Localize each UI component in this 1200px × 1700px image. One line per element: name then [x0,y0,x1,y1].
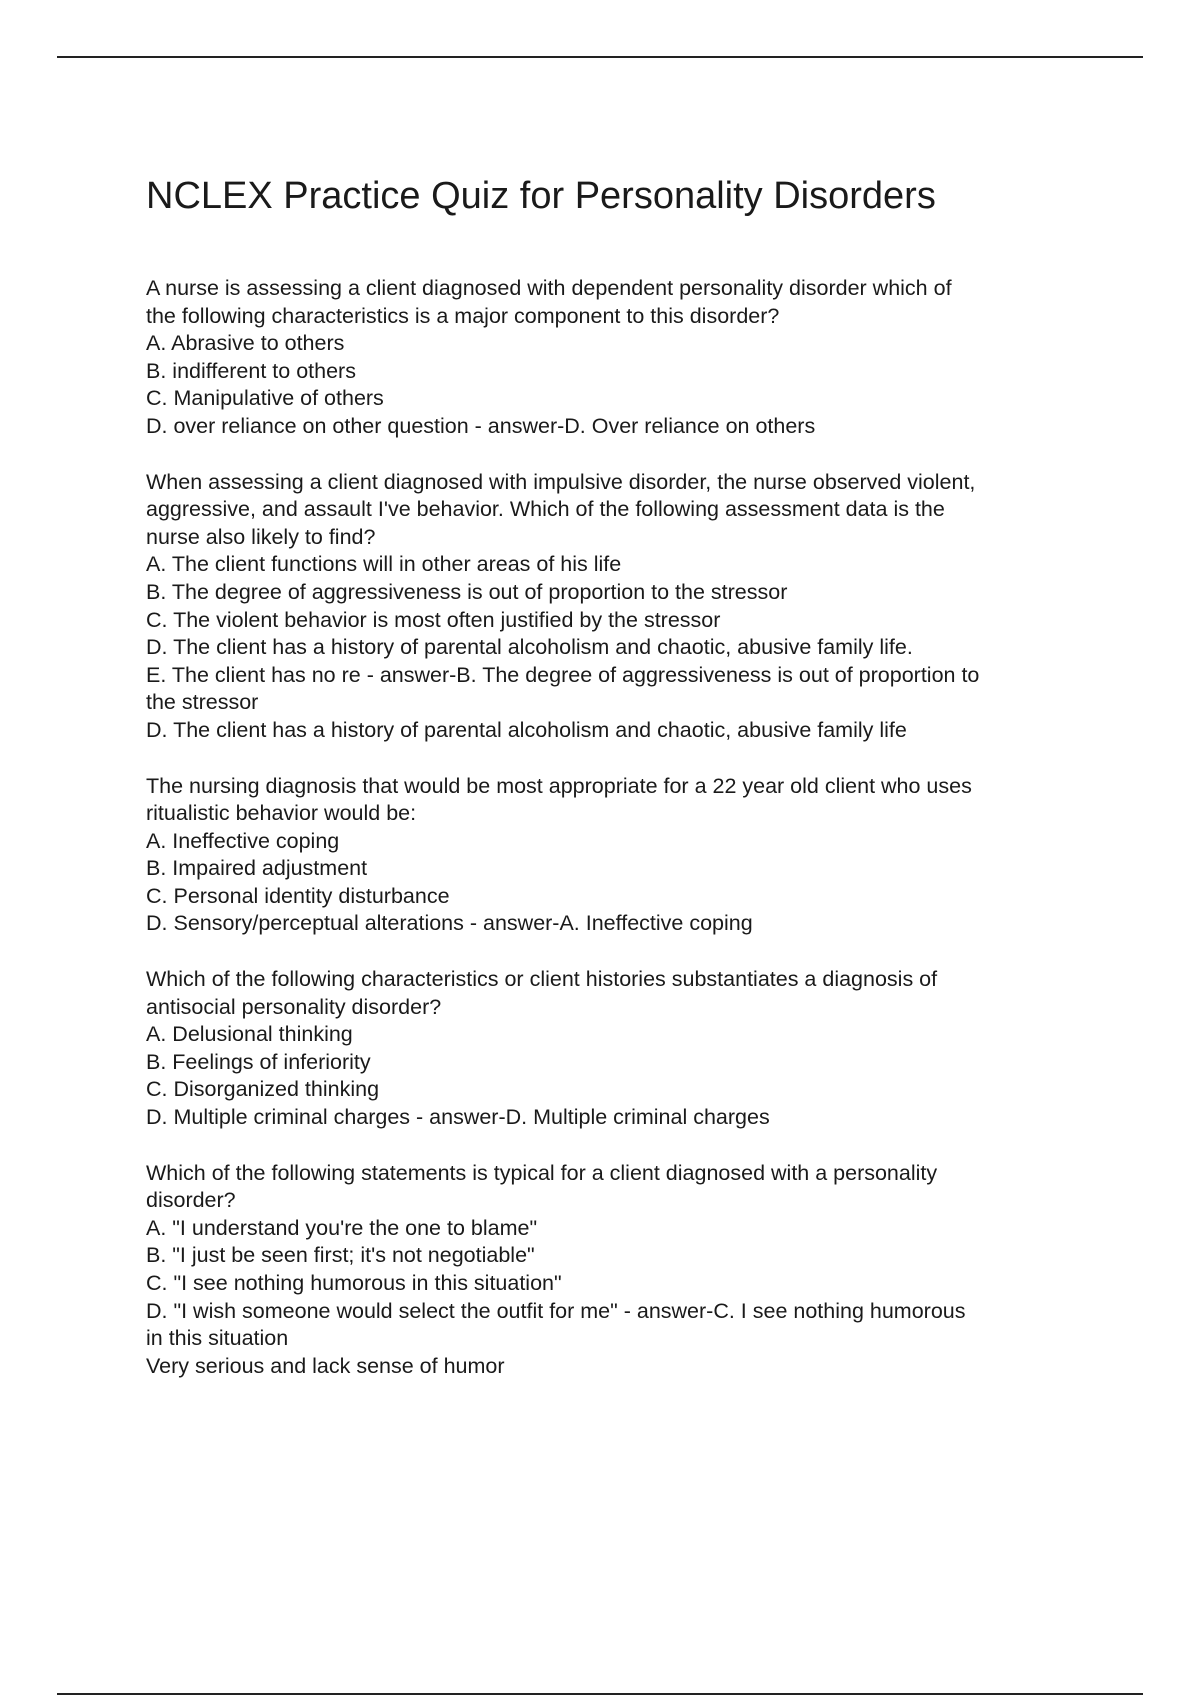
answer-option-d: D. over reliance on other question - answer-D. Over reliance on others [146,413,816,438]
answer-option-d: D. Sensory/perceptual alterations - answer-A. Ineffective coping [146,911,753,936]
answer-option-c: C. The violent behavior is most often justified by the stressor [146,607,721,632]
answer-explanation: D. The client has a history of parental alcoholism and chaotic, abusive family life [146,717,907,742]
question-text: Which of the following characteristics or client histories substantiates a diagnosis of [146,967,938,992]
question-text: Which of the following statements is typical for a client diagnosed with a personality [146,1160,938,1185]
question-block-5 [146,1160,1106,1381]
answer-option-c: C. Disorganized thinking [146,1077,380,1102]
answer-text: in this situation [146,1326,289,1351]
answer-option-c: C. Manipulative of others [146,386,384,411]
answer-option-a: A. The client functions will in other areas of his life [146,552,622,577]
question-text: the following characteristics is a major component to this disorder? [146,303,780,328]
question-text: antisocial personality disorder? [146,994,442,1019]
answer-option-b: B. Feelings of inferiority [146,1049,371,1074]
bottom-rule [57,1693,1143,1695]
answer-option-d: D. Multiple criminal charges - answer-D. Multiple criminal charges [146,1105,770,1130]
question-text: ritualistic behavior would be: [146,801,417,826]
question-text: disorder? [146,1188,236,1213]
answer-option-a: A. Abrasive to others [146,331,345,356]
top-rule [57,56,1143,58]
question-text: nurse also likely to find? [146,524,376,549]
question-text: A nurse is assessing a client diagnosed with dependent personality disorder which of [146,276,952,300]
question-text: The nursing diagnosis that would be most appropriate for a 22 year old client who uses [146,773,972,798]
answer-explanation: Very serious and lack sense of humor [146,1353,505,1378]
question-block-3 [146,773,1106,939]
answer-option-e: E. The client has no re - answer-B. The degree of aggressiveness is out of proportion to [146,662,980,687]
answer-option-b: B. The degree of aggressiveness is out of proportion to the stressor [146,579,788,604]
question-block-2 [146,469,1106,745]
quiz-content [146,275,1106,1408]
answer-text: the stressor [146,690,259,715]
answer-option-d: D. The client has a history of parental alcoholism and chaotic, abusive family life. [146,635,913,660]
answer-option-b: B. indifferent to others [146,358,356,383]
answer-option-b: B. Impaired adjustment [146,856,368,881]
answer-option-b: B. "I just be seen first; it's not negotiable" [146,1243,535,1268]
answer-option-a: A. Ineffective coping [146,828,340,853]
answer-option-d: D. "I wish someone would select the outfit for me" - answer-C. I see nothing humorous [146,1298,966,1323]
page-title: NCLEX Practice Quiz for Personality Disorders [146,175,936,217]
question-block-4 [146,966,1106,1132]
answer-option-c: C. Personal identity disturbance [146,883,450,908]
answer-option-c: C. "I see nothing humorous in this situation" [146,1271,562,1295]
question-text: aggressive, and assault I've behavior. Which of the following assessment data is the [146,497,945,522]
question-block-1 [146,275,1106,441]
answer-option-a: A. Delusional thinking [146,1022,353,1047]
answer-option-a: A. "I understand you're the one to blame" [146,1215,538,1240]
question-text: When assessing a client diagnosed with impulsive disorder, the nurse observed violent, [146,469,976,494]
